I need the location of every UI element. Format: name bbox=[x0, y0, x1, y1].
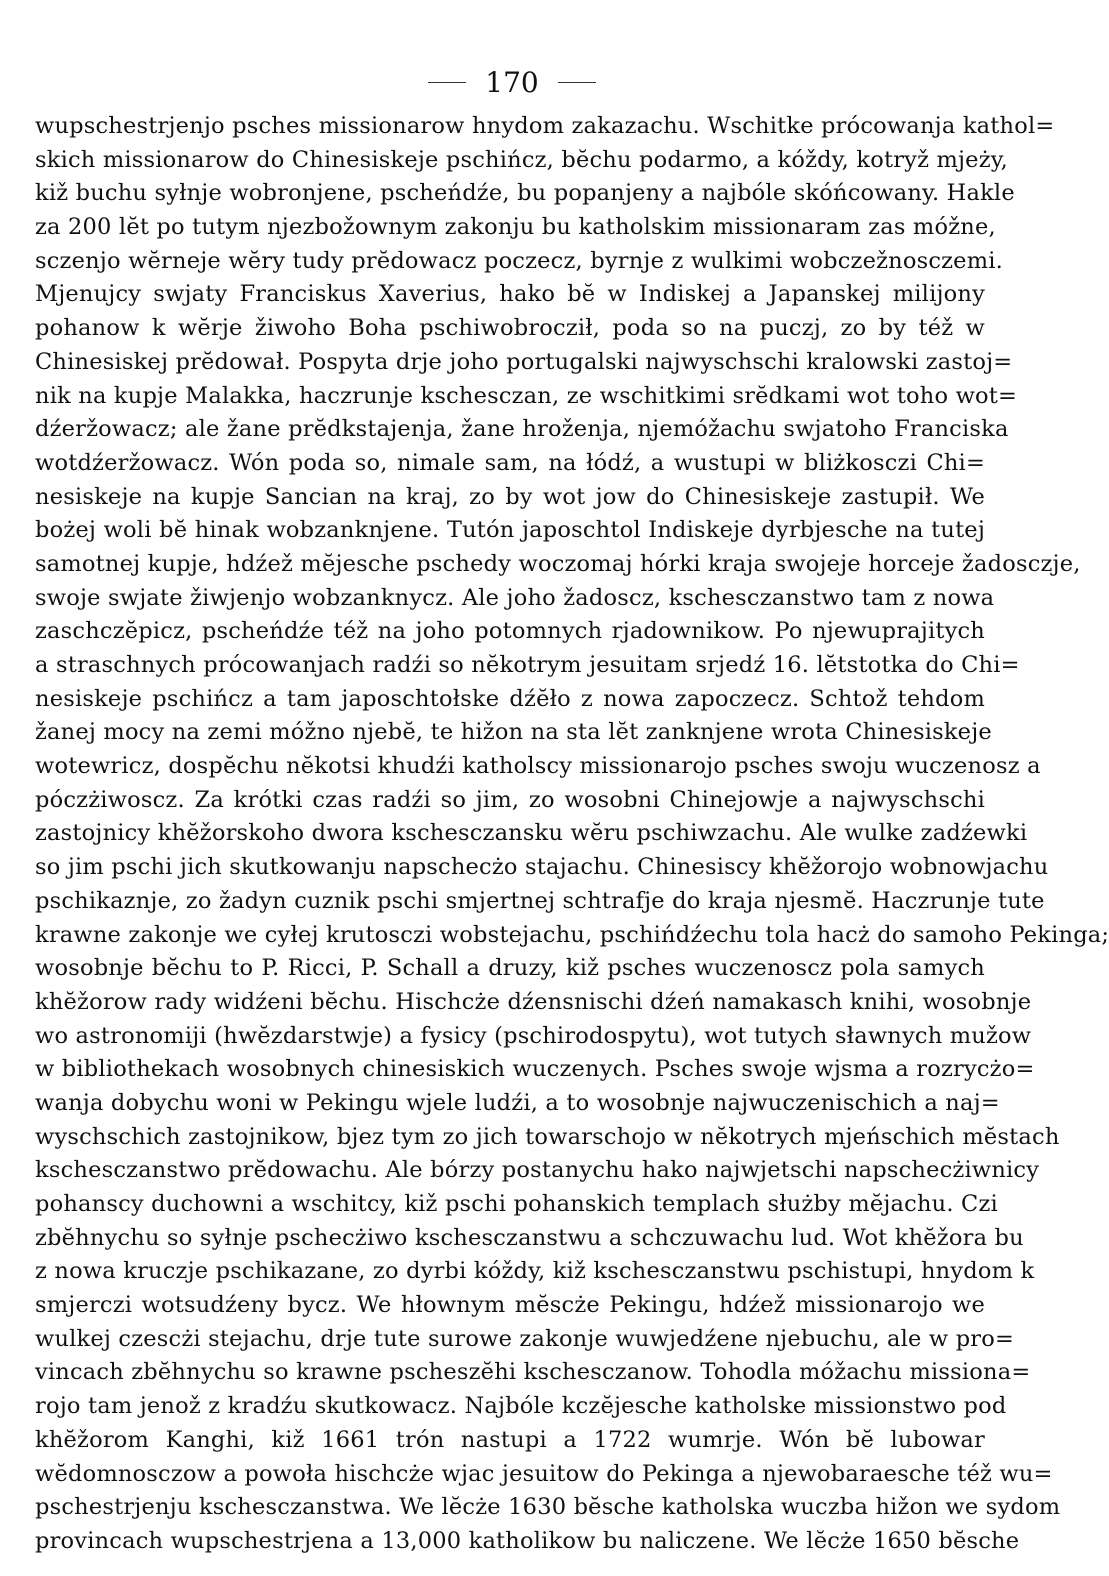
page-header bbox=[0, 64, 1024, 100]
text-line: žanej mocy na zemi móžno njebĕ, te hižon na sta lĕt zanknjene wrota Chinesiskeje bbox=[35, 719, 992, 746]
left-dash bbox=[428, 82, 466, 83]
text-line: Mjenujcy swjaty Franciskus Xaverius, hako bĕ w Indiskej a Japanskej milijony bbox=[35, 281, 985, 308]
text-line: zbĕhnychu so syłnje pschecżiwo kschesczanstwu a schczuwachu lud. Wot khĕžora bu bbox=[35, 1224, 1024, 1251]
text-line: w bibliothekach wosobnych chinesiskich wuczenych. Psches swoje wjsma a rozrycżo= bbox=[35, 1056, 1035, 1083]
text-line: zastojnicy khĕžorskoho dwora kschesczansku wĕru pschiwzachu. Ale wulke zadźewki bbox=[35, 820, 1028, 847]
text-line: kschesczanstwo prĕdowachu. Ale bórzy postanychu hako najwjetschi napschecżiwnicy bbox=[35, 1157, 1040, 1184]
text-line: wosobnje bĕchu to P. Ricci, P. Schall a druzy, kiž psches wuczenoscz pola samych bbox=[35, 955, 985, 982]
text-line: krawne zakonje we cyłej krutosczi wobstejachu, pschińdźechu tola hacż do samoho Pekinga; bbox=[35, 921, 1109, 948]
text-line: wupschestrjenjo psches missionarow hnydom zakazachu. Wschitke prócowanja kathol= bbox=[35, 113, 1055, 139]
page-number: 170 bbox=[485, 65, 539, 99]
right-dash bbox=[558, 82, 596, 83]
text-line: zaschczĕpicz, pscheńdźe též na joho potomnych rjadownikow. Po njewuprajitych bbox=[35, 618, 985, 645]
text-line: a straschnych prócowanjach radźi so nĕkotrym jesuitam srjedź 16. lĕtstotka do Chi= bbox=[35, 652, 1020, 678]
text-line: bożej woli bĕ hinak wobzanknjene. Tutón japoschtol Indiskeje dyrbjesche na tutej bbox=[35, 517, 985, 544]
text-line: pschikaznje, zo žadyn cuznik pschi smjertnej schtrafje do kraja njesmĕ. Haczrunje tute bbox=[35, 887, 1045, 914]
text-line: wo astronomiji (hwĕzdarstwje) a fysicy (pschirodospytu), wot tutych sławnych mužow bbox=[35, 1022, 1032, 1049]
text-line: z nowa kruczje pschikazane, zo dyrbi kóždy, kiž kschesczanstwu pschistupi, hnydom k bbox=[35, 1258, 1035, 1285]
text-line: skich missionarow do Chinesiskeje pschińcz, bĕchu podarmo, a kóždy, kotryž mjeży, bbox=[35, 146, 1009, 173]
text-line: nik na kupje Malakka, haczrunje kschesczan, ze wschitkimi srĕdkami wot toho wot= bbox=[35, 382, 1018, 409]
text-line: so jim pschi jich skutkowanju napschecżo stajachu. Chinesiscy khĕžorojo wobnowjachu bbox=[35, 854, 1049, 881]
text-line: wĕdomnosczow a powoła hischcże wjac jesuitow do Pekinga a njewobaraesche též wu= bbox=[35, 1460, 1053, 1487]
text-line: wulkej czescżi stejachu, drje tute surowe zakonje wuwjedźene njebuchu, ale w pro= bbox=[35, 1325, 1015, 1352]
text-line: swoje swjate žiwjenjo wobzanknycz. Ale joho žadoscz, kschesczanstwo tam z nowa bbox=[35, 584, 995, 611]
text-line: samotnej kupje, hdźež mĕjesche pschedy woczomaj hórki kraja swojeje horceje žadosczje, bbox=[35, 550, 1081, 577]
text-line: za 200 lĕt po tutym njezbožownym zakonju bu katholskim missionaram zas móžne, bbox=[35, 214, 996, 241]
text-line: khĕžorom Kanghi, kiž 1661 trón nastupi a 1722 wumrje. Wón bĕ lubowar bbox=[35, 1426, 985, 1453]
text-line: nesiskeje pschińcz a tam japoschtołske dźĕło z nowa zapoczecz. Schtož tehdom bbox=[35, 685, 985, 712]
text-line: vincach zbĕhnychu so krawne pscheszĕhi kschesczanow. Tohodla móžachu missiona= bbox=[35, 1359, 1031, 1386]
body-paragraph bbox=[35, 110, 1109, 1559]
text-line: kiž buchu syłnje wobronjene, pscheńdźe, bu popanjeny a najbóle skóńcowany. Hakle bbox=[35, 180, 1015, 207]
text-line: nesiskeje na kupje Sancian na kraj, zo by wot jow do Chinesiskeje zastupił. We bbox=[35, 483, 985, 510]
text-line: wanja dobychu woni w Pekingu wjele ludźi, a to wosobnje najwuczenischich a naj= bbox=[35, 1089, 1000, 1116]
text-line: dźeržowacz; ale žane prĕdkstajenja, žane hroženja, njemóžachu swjatoho Franciska bbox=[35, 416, 1009, 443]
text-line: smjerczi wotsudźeny bycz. We hłownym mĕscże Pekingu, hdźež missionarojo we bbox=[35, 1292, 985, 1319]
text-line: Chinesiskej prĕdował. Pospyta drje joho portugalski najwyschschi kralowski zastoj= bbox=[35, 348, 1013, 375]
text-line: pohanscy duchowni a wschitcy, kiž pschi pohanskich templach służby mĕjachu. Czi bbox=[35, 1191, 998, 1217]
text-line: wyschschich zastojnikow, bjez tym zo jich towarschojo w nĕkotrych mjeńschich mĕstach bbox=[35, 1123, 1060, 1150]
text-line: wotdźeržowacz. Wón poda so, nimale sam, na łódź, a wustupi w bliżkosczi Chi= bbox=[35, 449, 985, 476]
text-line: sczenjo wĕrneje wĕry tudy prĕdowacz poczecz, byrnje z wulkimi wobczežnosczemi. bbox=[35, 247, 1003, 274]
text-line: rojo tam jenož z kradźu skutkowacz. Najbóle kczĕjesche katholske missionstwo pod bbox=[35, 1393, 1007, 1420]
text-line: pohanow k wĕrje žiwoho Boha pschiwobrocził, poda so na puczj, zo by též w bbox=[35, 315, 985, 342]
text-line: khĕžorow rady widźeni bĕchu. Hischcże dźensnischi dźeń namakasch knihi, wosobnje bbox=[35, 988, 1032, 1015]
text-line: pschestrjenju kschesczanstwa. We lĕcże 1630 bĕsche katholska wuczba hižon we sydom bbox=[35, 1494, 1061, 1521]
text-line: provincach wupschestrjena a 13,000 katholikow bu naliczene. We lĕcże 1650 bĕsche bbox=[35, 1527, 1020, 1554]
text-line: wotewricz, dospĕchu nĕkotsi khudźi katholscy missionarojo psches swoju wuczenosz a bbox=[35, 753, 1041, 780]
text-line: póczżiwoscz. Za krótki czas radźi so jim, zo wosobni Chinejowje a najwyschschi bbox=[35, 786, 985, 813]
